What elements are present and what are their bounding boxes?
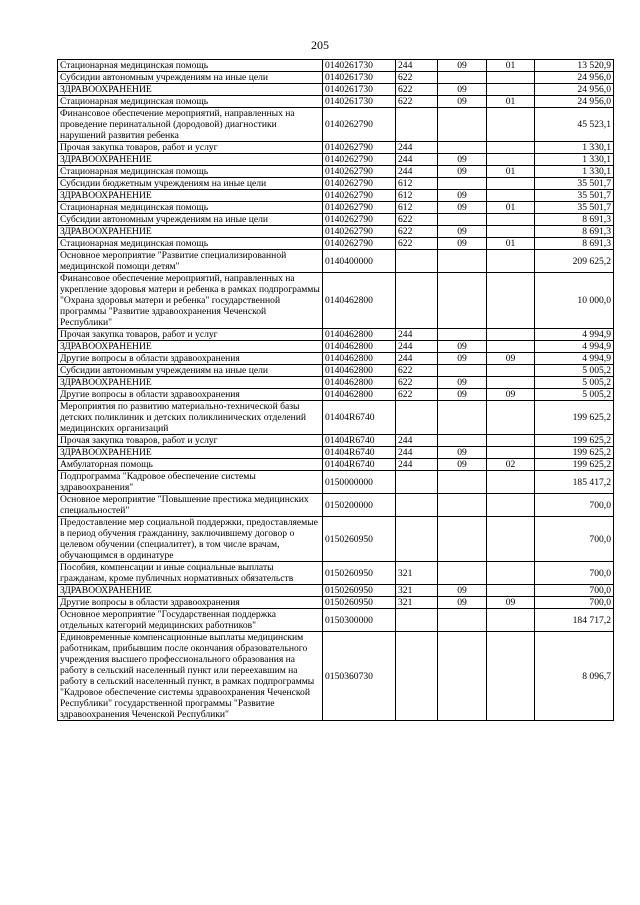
cell-target-code: 0150200000: [323, 494, 396, 517]
cell-name: Стационарная медицинская помощь: [58, 166, 323, 178]
cell-amount: 700,0: [535, 597, 614, 609]
cell-section: 09: [438, 341, 487, 353]
cell-name: Субсидии автономным учреждениям на иные цели: [58, 214, 323, 226]
table-row: [58, 377, 614, 389]
cell-expense-type: [396, 250, 438, 273]
table-row: [58, 142, 614, 154]
cell-subsection: [487, 377, 535, 389]
cell-name: Основное мероприятие "Развитие специализированной медицинской помощи детям": [58, 250, 323, 273]
cell-expense-type: 244: [396, 142, 438, 154]
table-row: [58, 494, 614, 517]
cell-subsection: [487, 72, 535, 84]
cell-target-code: 01404R6740: [323, 447, 396, 459]
cell-target-code: 0140462800: [323, 341, 396, 353]
cell-name: Другие вопросы в области здравоохранения: [58, 597, 323, 609]
cell-section: 09: [438, 377, 487, 389]
table-row: [58, 353, 614, 365]
cell-expense-type: 612: [396, 178, 438, 190]
cell-subsection: 01: [487, 238, 535, 250]
cell-section: 09: [438, 238, 487, 250]
cell-name: Стационарная медицинская помощь: [58, 202, 323, 214]
cell-target-code: 0150260950: [323, 517, 396, 562]
table-row: [58, 585, 614, 597]
cell-target-code: 01404R6740: [323, 401, 396, 435]
table-row: [58, 96, 614, 108]
page-number: 205: [311, 38, 329, 52]
cell-target-code: 0150260950: [323, 585, 396, 597]
table-row: [58, 60, 614, 72]
cell-amount: 209 625,2: [535, 250, 614, 273]
cell-subsection: [487, 401, 535, 435]
cell-subsection: [487, 142, 535, 154]
cell-name: Финансовое обеспечение мероприятий, направленных на укрепление здоровья матери и ребенка в рамках подпрограммы "Охрана здоровья матери и ребенка" государственной программы "Развитие здравоохранения Чеченской Республики": [58, 273, 323, 329]
cell-section: [438, 178, 487, 190]
cell-subsection: [487, 471, 535, 494]
cell-subsection: [487, 494, 535, 517]
cell-name: Субсидии автономным учреждениям на иные цели: [58, 365, 323, 377]
table-row: [58, 190, 614, 202]
cell-expense-type: 622: [396, 365, 438, 377]
cell-amount: 13 520,9: [535, 60, 614, 72]
table-row: [58, 609, 614, 632]
cell-target-code: 0150300000: [323, 609, 396, 632]
budget-table: [57, 59, 614, 721]
cell-expense-type: 612: [396, 202, 438, 214]
cell-subsection: 09: [487, 597, 535, 609]
cell-target-code: 0140262790: [323, 214, 396, 226]
cell-section: [438, 609, 487, 632]
cell-name: Амбулаторная помощь: [58, 459, 323, 471]
cell-target-code: 0140462800: [323, 273, 396, 329]
cell-subsection: 09: [487, 389, 535, 401]
cell-section: [438, 401, 487, 435]
cell-amount: 700,0: [535, 494, 614, 517]
cell-amount: 35 501,7: [535, 202, 614, 214]
cell-amount: 199 625,2: [535, 401, 614, 435]
table-row: [58, 471, 614, 494]
cell-section: [438, 72, 487, 84]
cell-target-code: 0140462800: [323, 329, 396, 341]
cell-name: ЗДРАВООХРАНЕНИЕ: [58, 226, 323, 238]
table-row: [58, 632, 614, 721]
cell-expense-type: 622: [396, 377, 438, 389]
cell-amount: 10 000,0: [535, 273, 614, 329]
cell-expense-type: 321: [396, 562, 438, 585]
cell-expense-type: 244: [396, 166, 438, 178]
cell-target-code: 0140462800: [323, 353, 396, 365]
cell-name: Стационарная медицинская помощь: [58, 96, 323, 108]
cell-name: ЗДРАВООХРАНЕНИЕ: [58, 447, 323, 459]
cell-name: Субсидии автономным учреждениям на иные цели: [58, 72, 323, 84]
table-row: [58, 84, 614, 96]
cell-target-code: 0150000000: [323, 471, 396, 494]
cell-target-code: 0140262790: [323, 202, 396, 214]
cell-target-code: 0150260950: [323, 562, 396, 585]
cell-subsection: [487, 84, 535, 96]
cell-target-code: 0140262790: [323, 108, 396, 142]
cell-expense-type: 244: [396, 154, 438, 166]
cell-expense-type: [396, 273, 438, 329]
table-row: [58, 202, 614, 214]
cell-expense-type: [396, 517, 438, 562]
table-row: [58, 341, 614, 353]
cell-subsection: 02: [487, 459, 535, 471]
cell-name: Предоставление мер социальной поддержки, предоставляемые в период обучения гражданину, заключившему договор о целевом обучении (специалитет), в том числе врачам, обучающимся в ординатуре: [58, 517, 323, 562]
table-row: [58, 562, 614, 585]
cell-expense-type: 244: [396, 60, 438, 72]
cell-target-code: 0140261730: [323, 60, 396, 72]
cell-target-code: 0140262790: [323, 190, 396, 202]
cell-expense-type: 244: [396, 435, 438, 447]
cell-expense-type: 244: [396, 329, 438, 341]
cell-section: [438, 365, 487, 377]
cell-name: Прочая закупка товаров, работ и услуг: [58, 329, 323, 341]
cell-target-code: 01404R6740: [323, 459, 396, 471]
table-row: [58, 517, 614, 562]
cell-expense-type: 612: [396, 190, 438, 202]
cell-section: 09: [438, 190, 487, 202]
cell-amount: 45 523,1: [535, 108, 614, 142]
table-row: [58, 389, 614, 401]
table-row: [58, 72, 614, 84]
cell-subsection: [487, 585, 535, 597]
cell-amount: 5 005,2: [535, 377, 614, 389]
cell-name: ЗДРАВООХРАНЕНИЕ: [58, 377, 323, 389]
cell-subsection: [487, 273, 535, 329]
cell-name: Другие вопросы в области здравоохранения: [58, 389, 323, 401]
cell-amount: 24 956,0: [535, 84, 614, 96]
cell-section: 09: [438, 597, 487, 609]
cell-target-code: 0140400000: [323, 250, 396, 273]
budget-table-body: [58, 60, 614, 721]
cell-section: [438, 435, 487, 447]
cell-name: ЗДРАВООХРАНЕНИЕ: [58, 585, 323, 597]
cell-section: [438, 471, 487, 494]
cell-name: Прочая закупка товаров, работ и услуг: [58, 435, 323, 447]
table-row: [58, 178, 614, 190]
cell-section: [438, 250, 487, 273]
table-row: [58, 329, 614, 341]
table-row: [58, 214, 614, 226]
cell-amount: 1 330,1: [535, 154, 614, 166]
table-row: [58, 365, 614, 377]
cell-section: 09: [438, 353, 487, 365]
cell-section: 09: [438, 202, 487, 214]
cell-amount: 24 956,0: [535, 72, 614, 84]
cell-subsection: [487, 517, 535, 562]
cell-section: 09: [438, 166, 487, 178]
cell-subsection: 09: [487, 353, 535, 365]
cell-expense-type: [396, 494, 438, 517]
cell-section: 09: [438, 96, 487, 108]
cell-section: [438, 142, 487, 154]
cell-section: 09: [438, 585, 487, 597]
cell-section: [438, 214, 487, 226]
cell-subsection: [487, 365, 535, 377]
cell-name: Стационарная медицинская помощь: [58, 60, 323, 72]
cell-amount: 185 417,2: [535, 471, 614, 494]
table-row: [58, 250, 614, 273]
cell-target-code: 0140462800: [323, 389, 396, 401]
cell-name: Стационарная медицинская помощь: [58, 238, 323, 250]
cell-name: Пособия, компенсации и иные социальные выплаты гражданам, кроме публичных нормативных обязательств: [58, 562, 323, 585]
cell-target-code: 0140261730: [323, 96, 396, 108]
cell-name: Единовременные компенсационные выплаты медицинским работникам, прибывшим после окончания образовательного учреждения высшего профессионального образования на работу в сельский населенный пункт или переехавшим на работу в сельский населенный пункт, в рамках подпрограммы "Кадровое обеспечение системы здравоохранения Чеченской Республики" государственной программы "Развитие здравоохранения Чеченской Республики": [58, 632, 323, 721]
cell-expense-type: 244: [396, 447, 438, 459]
cell-target-code: 0140462800: [323, 377, 396, 389]
cell-target-code: 0140462800: [323, 365, 396, 377]
table-row: [58, 459, 614, 471]
cell-target-code: 0140262790: [323, 178, 396, 190]
table-row: [58, 154, 614, 166]
cell-section: 09: [438, 226, 487, 238]
cell-amount: 35 501,7: [535, 178, 614, 190]
cell-subsection: [487, 214, 535, 226]
cell-subsection: 01: [487, 202, 535, 214]
cell-amount: 8 691,3: [535, 226, 614, 238]
cell-expense-type: 622: [396, 72, 438, 84]
cell-subsection: [487, 178, 535, 190]
cell-expense-type: [396, 471, 438, 494]
cell-target-code: 0140262790: [323, 226, 396, 238]
table-row: [58, 435, 614, 447]
cell-expense-type: 622: [396, 96, 438, 108]
cell-subsection: [487, 632, 535, 721]
cell-section: 09: [438, 447, 487, 459]
cell-amount: 4 994,9: [535, 329, 614, 341]
cell-expense-type: 321: [396, 597, 438, 609]
table-row: [58, 226, 614, 238]
cell-section: 09: [438, 389, 487, 401]
table-row: [58, 273, 614, 329]
cell-amount: 1 330,1: [535, 166, 614, 178]
cell-expense-type: 244: [396, 341, 438, 353]
cell-target-code: 0150360730: [323, 632, 396, 721]
cell-subsection: 01: [487, 96, 535, 108]
cell-subsection: [487, 609, 535, 632]
cell-amount: 184 717,2: [535, 609, 614, 632]
cell-section: 09: [438, 459, 487, 471]
cell-section: 09: [438, 60, 487, 72]
cell-subsection: [487, 435, 535, 447]
cell-expense-type: [396, 401, 438, 435]
cell-target-code: 01404R6740: [323, 435, 396, 447]
cell-section: [438, 562, 487, 585]
cell-subsection: [487, 341, 535, 353]
cell-expense-type: 321: [396, 585, 438, 597]
cell-expense-type: 244: [396, 459, 438, 471]
cell-target-code: 0140262790: [323, 154, 396, 166]
cell-section: 09: [438, 84, 487, 96]
cell-amount: 199 625,2: [535, 435, 614, 447]
cell-subsection: 01: [487, 60, 535, 72]
table-row: [58, 238, 614, 250]
cell-name: Основное мероприятие "Государственная поддержка отдельных категорий медицинских работников": [58, 609, 323, 632]
cell-amount: 8 096,7: [535, 632, 614, 721]
cell-subsection: [487, 447, 535, 459]
cell-amount: 700,0: [535, 562, 614, 585]
cell-name: Мероприятия по развитию материально-технической базы детских поликлиник и детских поликлинических отделений медицинских организаций: [58, 401, 323, 435]
cell-target-code: 0150260950: [323, 597, 396, 609]
cell-subsection: [487, 226, 535, 238]
table-row: [58, 597, 614, 609]
table-row: [58, 401, 614, 435]
cell-section: [438, 517, 487, 562]
cell-amount: 35 501,7: [535, 190, 614, 202]
cell-section: [438, 108, 487, 142]
cell-section: [438, 273, 487, 329]
cell-expense-type: [396, 632, 438, 721]
cell-target-code: 0140261730: [323, 72, 396, 84]
cell-expense-type: 622: [396, 226, 438, 238]
cell-expense-type: 622: [396, 84, 438, 96]
cell-section: [438, 632, 487, 721]
cell-expense-type: 622: [396, 214, 438, 226]
cell-amount: 5 005,2: [535, 365, 614, 377]
cell-name: Финансовое обеспечение мероприятий, направленных на проведение перинатальной (дородовой) диагностики нарушений развития ребенка: [58, 108, 323, 142]
cell-name: ЗДРАВООХРАНЕНИЕ: [58, 154, 323, 166]
cell-expense-type: [396, 108, 438, 142]
cell-amount: 24 956,0: [535, 96, 614, 108]
cell-section: [438, 329, 487, 341]
cell-expense-type: 622: [396, 238, 438, 250]
cell-target-code: 0140262790: [323, 166, 396, 178]
cell-name: Субсидии бюджетным учреждениям на иные цели: [58, 178, 323, 190]
cell-subsection: [487, 154, 535, 166]
cell-amount: 4 994,9: [535, 353, 614, 365]
cell-name: Прочая закупка товаров, работ и услуг: [58, 142, 323, 154]
cell-amount: 199 625,2: [535, 447, 614, 459]
cell-subsection: [487, 250, 535, 273]
cell-expense-type: [396, 609, 438, 632]
cell-amount: 1 330,1: [535, 142, 614, 154]
cell-amount: 700,0: [535, 585, 614, 597]
table-row: [58, 166, 614, 178]
cell-section: [438, 494, 487, 517]
cell-amount: 8 691,3: [535, 214, 614, 226]
cell-amount: 4 994,9: [535, 341, 614, 353]
cell-expense-type: 244: [396, 353, 438, 365]
cell-target-code: 0140261730: [323, 84, 396, 96]
cell-amount: 8 691,3: [535, 238, 614, 250]
cell-amount: 700,0: [535, 517, 614, 562]
cell-section: 09: [438, 154, 487, 166]
cell-name: ЗДРАВООХРАНЕНИЕ: [58, 341, 323, 353]
table-row: [58, 108, 614, 142]
cell-target-code: 0140262790: [323, 142, 396, 154]
cell-subsection: [487, 190, 535, 202]
cell-subsection: 01: [487, 166, 535, 178]
table-row: [58, 447, 614, 459]
cell-amount: 199 625,2: [535, 459, 614, 471]
cell-name: ЗДРАВООХРАНЕНИЕ: [58, 84, 323, 96]
cell-name: Подпрограмма "Кадровое обеспечение системы здравоохранения": [58, 471, 323, 494]
cell-amount: 5 005,2: [535, 389, 614, 401]
cell-subsection: [487, 329, 535, 341]
cell-name: ЗДРАВООХРАНЕНИЕ: [58, 190, 323, 202]
cell-expense-type: 622: [396, 389, 438, 401]
cell-name: Основное мероприятие "Повышение престижа медицинских специальностей": [58, 494, 323, 517]
cell-subsection: [487, 562, 535, 585]
cell-target-code: 0140262790: [323, 238, 396, 250]
cell-name: Другие вопросы в области здравоохранения: [58, 353, 323, 365]
cell-subsection: [487, 108, 535, 142]
